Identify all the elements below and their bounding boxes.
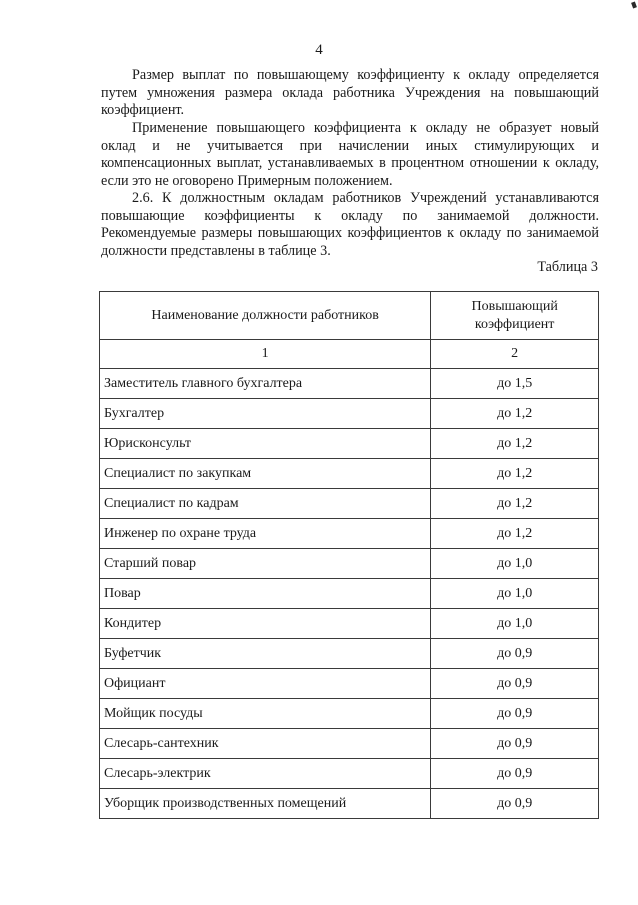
cell-coefficient: до 1,0 <box>431 609 599 639</box>
cell-coefficient: до 1,2 <box>431 459 599 489</box>
column-number-1: 1 <box>100 340 431 369</box>
cell-coefficient: до 1,0 <box>431 579 599 609</box>
table-body <box>100 340 599 819</box>
cell-position-name: Специалист по закупкам <box>100 459 431 489</box>
paragraph-text: 2.6. К должностным окладам работников Учреждений устанавливаются повышающие коэффициенты к окладу по занимаемой должности. Рекомендуемые размеры повышающих коэффициентов к окладу по занимаемой должности представлены в таблице 3. <box>101 190 599 259</box>
cell-coefficient: до 0,9 <box>431 639 599 669</box>
table-row <box>100 669 599 699</box>
paragraph-coefficient-application <box>101 120 599 190</box>
column-number-2: 2 <box>431 340 599 369</box>
coefficient-table <box>99 291 599 819</box>
cell-position-name: Специалист по кадрам <box>100 489 431 519</box>
cell-position-name: Кондитер <box>100 609 431 639</box>
table-row <box>100 429 599 459</box>
table-row <box>100 729 599 759</box>
cell-position-name: Старший повар <box>100 549 431 579</box>
table-row <box>100 369 599 399</box>
cell-coefficient: до 0,9 <box>431 699 599 729</box>
table-row <box>100 579 599 609</box>
table-row <box>100 399 599 429</box>
header-position-name: Наименование должности работников <box>100 292 431 340</box>
table-row <box>100 549 599 579</box>
cell-coefficient: до 1,2 <box>431 399 599 429</box>
cell-coefficient: до 0,9 <box>431 729 599 759</box>
table-header-row <box>100 292 599 340</box>
column-number-row <box>100 340 599 369</box>
cell-position-name: Официант <box>100 669 431 699</box>
table-row <box>100 759 599 789</box>
paragraph-text: Применение повышающего коэффициента к окладу не образует новый оклад и не учитывается при начислении иных стимулирующих и компенсационных выплат, устанавливаемых в процентном отношении к окладу, если это не оговорено Примерным положением. <box>101 120 599 189</box>
cell-position-name: Инженер по охране труда <box>100 519 431 549</box>
cell-coefficient: до 1,0 <box>431 549 599 579</box>
table-row <box>100 789 599 819</box>
paragraph-text: Размер выплат по повышающему коэффициенту к окладу определяется путем умножения размера оклада работника Учреждения на повышающий коэффициент. <box>101 67 599 118</box>
cell-position-name: Повар <box>100 579 431 609</box>
table-row <box>100 459 599 489</box>
table-row <box>100 699 599 729</box>
header-coefficient: Повышающий коэффициент <box>431 292 599 340</box>
paragraph-coefficient-calculation <box>101 67 599 120</box>
cell-position-name: Мойщик посуды <box>100 699 431 729</box>
table-row <box>100 489 599 519</box>
cell-position-name: Заместитель главного бухгалтера <box>100 369 431 399</box>
table-row <box>100 639 599 669</box>
cell-coefficient: до 0,9 <box>431 789 599 819</box>
scan-artifact <box>631 1 637 8</box>
cell-coefficient: до 1,2 <box>431 519 599 549</box>
page-number: 4 <box>315 42 323 58</box>
table-row <box>100 609 599 639</box>
cell-coefficient: до 0,9 <box>431 759 599 789</box>
cell-coefficient: до 1,2 <box>431 489 599 519</box>
cell-coefficient: до 0,9 <box>431 669 599 699</box>
paragraph-section-2-6 <box>101 190 599 260</box>
cell-coefficient: до 1,5 <box>431 369 599 399</box>
cell-position-name: Слесарь-сантехник <box>100 729 431 759</box>
cell-position-name: Слесарь-электрик <box>100 759 431 789</box>
cell-position-name: Уборщик производственных помещений <box>100 789 431 819</box>
cell-coefficient: до 1,2 <box>431 429 599 459</box>
cell-position-name: Юрисконсульт <box>100 429 431 459</box>
cell-position-name: Бухгалтер <box>100 399 431 429</box>
table-caption: Таблица 3 <box>537 259 598 275</box>
table-row <box>100 519 599 549</box>
cell-position-name: Буфетчик <box>100 639 431 669</box>
